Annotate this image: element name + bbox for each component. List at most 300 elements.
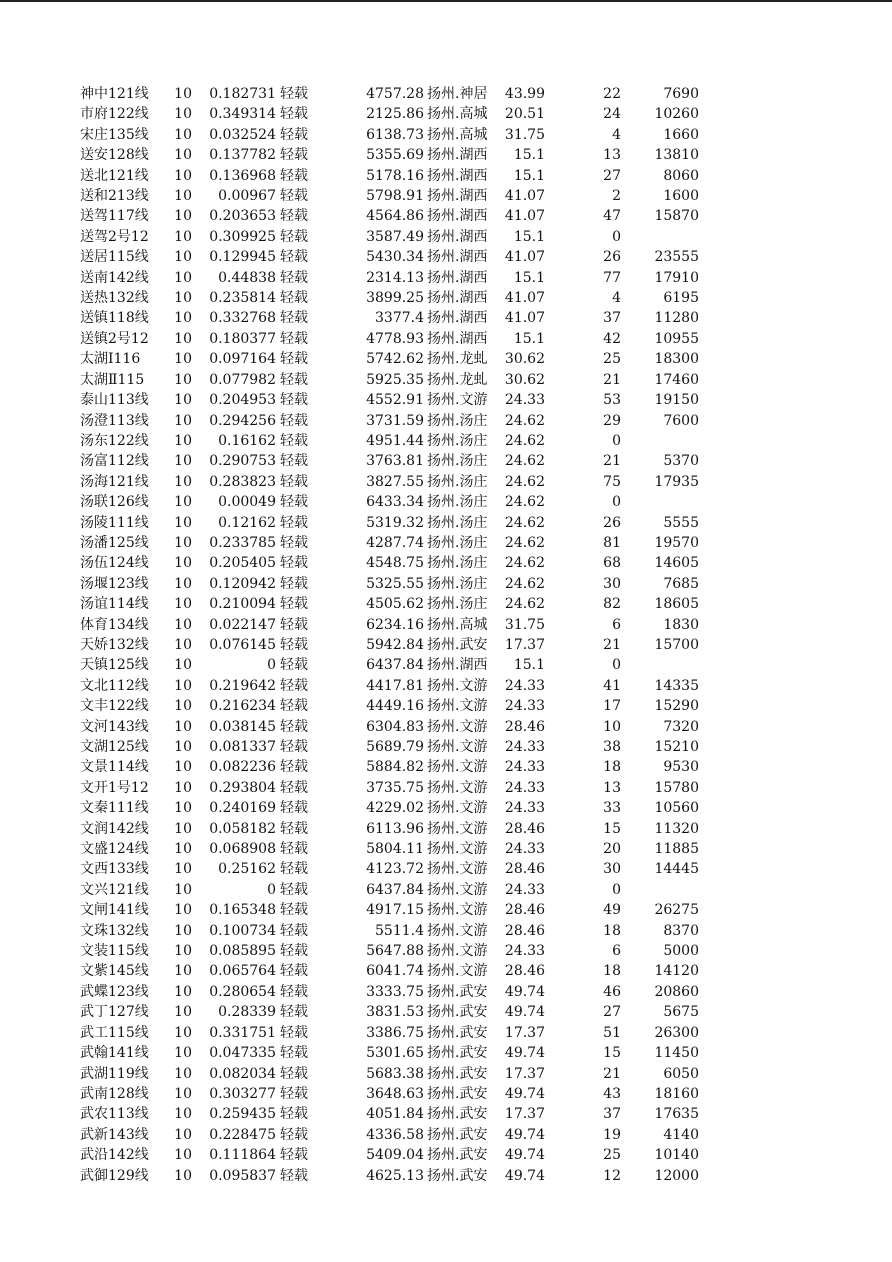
area-cell: 扬州.湖西 (427, 330, 488, 347)
load-ratio-cell: 0.065764 (209, 963, 276, 980)
load-ratio-cell: 0.25162 (218, 861, 276, 878)
value-cell: 6138.73 (366, 126, 424, 143)
load-ratio-cell: 0.00967 (218, 188, 276, 205)
load-status-cell: 轻载 (280, 208, 308, 225)
line-name-cell: 武蝶123线 (80, 983, 149, 1000)
load-ratio-cell: 0.44838 (218, 269, 276, 286)
voltage-cell: 10 (174, 371, 192, 388)
line-name-cell: 送镇2号12 (80, 330, 149, 347)
value-cell: 4548.75 (366, 555, 424, 572)
table-row (80, 206, 699, 226)
area-cell: 扬州.高城 (427, 106, 488, 123)
load-ratio-cell: 0.182731 (209, 86, 276, 102)
voltage-cell: 10 (174, 963, 192, 980)
line-name-cell: 武湖119线 (80, 1065, 149, 1082)
table-row (80, 1125, 699, 1145)
load-status-cell: 轻载 (280, 943, 308, 960)
table-row (80, 451, 699, 471)
line-name-cell: 文丰122线 (80, 698, 149, 715)
load-ratio-cell: 0.290753 (209, 453, 276, 470)
area-cell: 扬州.文游 (427, 881, 488, 898)
line-name-cell: 太湖Ⅱ115 (80, 371, 145, 388)
line-name-cell: 天镇125线 (80, 657, 149, 674)
load-ratio-cell: 0.129945 (209, 249, 276, 266)
count-cell: 22 (603, 86, 621, 102)
area-cell: 扬州.汤庄 (427, 514, 488, 531)
table-row (80, 227, 699, 247)
load-status-cell: 轻载 (280, 534, 308, 551)
count-cell: 18 (603, 963, 621, 980)
line-name-cell: 神中121线 (80, 86, 149, 102)
table-row (80, 308, 699, 328)
voltage-cell: 10 (174, 759, 192, 776)
distance-cell: 17.37 (504, 636, 545, 653)
distance-cell: 24.62 (504, 514, 545, 531)
count-cell: 77 (603, 269, 621, 286)
table-row (80, 635, 699, 655)
line-name-cell: 武翰141线 (80, 1045, 149, 1062)
value-cell: 5942.84 (366, 636, 424, 653)
load-status-cell: 轻载 (280, 147, 308, 164)
voltage-cell: 10 (174, 881, 192, 898)
load-status-cell: 轻载 (280, 126, 308, 143)
value-cell: 5325.55 (366, 575, 424, 592)
value-cell: 4051.84 (366, 1106, 424, 1123)
voltage-cell: 10 (174, 1126, 192, 1143)
line-name-cell: 体育134线 (80, 616, 149, 633)
load-ratio-cell: 0.216234 (209, 698, 276, 715)
count-cell: 2 (612, 188, 621, 205)
count-cell: 4 (612, 290, 621, 307)
count-cell: 49 (603, 902, 621, 919)
table-row (80, 594, 699, 614)
capacity-cell: 6050 (663, 1065, 699, 1082)
distance-cell: 17.37 (504, 1106, 545, 1123)
value-cell: 6113.96 (366, 820, 424, 837)
value-cell: 5884.82 (366, 759, 424, 776)
voltage-cell: 10 (174, 1106, 192, 1123)
voltage-cell: 10 (174, 943, 192, 960)
load-status-cell: 轻载 (280, 718, 308, 735)
area-cell: 扬州.武安 (427, 636, 488, 653)
load-ratio-cell: 0.022147 (209, 616, 276, 633)
load-status-cell: 轻载 (280, 902, 308, 919)
count-cell: 6 (612, 943, 621, 960)
line-name-cell: 汤联126线 (80, 494, 149, 511)
count-cell: 15 (603, 820, 621, 837)
capacity-cell: 11280 (654, 310, 699, 327)
count-cell: 15 (603, 1045, 621, 1062)
capacity-cell: 26275 (654, 902, 699, 919)
table-row (80, 513, 699, 533)
area-cell: 扬州.湖西 (427, 249, 488, 266)
line-name-cell: 武沿142线 (80, 1147, 149, 1164)
table-row (80, 900, 699, 920)
value-cell: 5178.16 (366, 167, 424, 184)
load-status-cell: 轻载 (280, 1004, 308, 1021)
capacity-cell: 15290 (654, 698, 699, 715)
table-row (80, 921, 699, 941)
load-status-cell: 轻载 (280, 106, 308, 123)
capacity-cell: 14120 (654, 963, 699, 980)
area-cell: 扬州.汤庄 (427, 473, 488, 490)
load-ratio-cell: 0.095837 (209, 1167, 276, 1184)
area-cell: 扬州.汤庄 (427, 575, 488, 592)
load-status-cell: 轻载 (280, 371, 308, 388)
line-name-cell: 文闸141线 (80, 902, 149, 919)
capacity-cell: 15210 (654, 739, 699, 755)
table-row (80, 1002, 699, 1022)
voltage-cell: 10 (174, 1167, 192, 1184)
capacity-cell: 6195 (663, 290, 699, 307)
capacity-cell: 11450 (654, 1045, 699, 1062)
load-ratio-cell: 0.240169 (209, 800, 276, 817)
value-cell: 2314.13 (366, 269, 424, 286)
line-name-cell: 宋庄135线 (80, 126, 149, 143)
line-name-cell: 送驾117线 (80, 208, 149, 225)
area-cell: 扬州.汤庄 (427, 555, 488, 572)
distance-cell: 24.62 (504, 412, 545, 429)
count-cell: 13 (603, 779, 621, 796)
load-ratio-cell: 0.165348 (209, 902, 276, 919)
distance-cell: 24.62 (504, 534, 545, 551)
voltage-cell: 10 (174, 514, 192, 531)
load-status-cell: 轻载 (280, 841, 308, 858)
table-row (80, 615, 699, 635)
voltage-cell: 10 (174, 188, 192, 205)
capacity-cell: 19150 (654, 392, 699, 409)
count-cell: 6 (612, 616, 621, 633)
value-cell: 6304.83 (366, 718, 424, 735)
capacity-cell: 15780 (654, 779, 699, 796)
distance-cell: 43.99 (504, 86, 545, 102)
load-ratio-cell: 0.210094 (209, 596, 276, 613)
voltage-cell: 10 (174, 1045, 192, 1062)
load-ratio-cell: 0.180377 (209, 330, 276, 347)
distance-cell: 24.33 (504, 392, 545, 409)
count-cell: 25 (603, 1147, 621, 1164)
capacity-cell: 20860 (654, 983, 699, 1000)
load-ratio-cell: 0.280654 (209, 983, 276, 1000)
line-name-cell: 武新143线 (80, 1126, 149, 1143)
value-cell: 3648.63 (366, 1085, 424, 1102)
voltage-cell: 10 (174, 453, 192, 470)
load-ratio-cell: 0.204953 (209, 392, 276, 409)
distance-cell: 24.62 (504, 596, 545, 613)
voltage-cell: 10 (174, 290, 192, 307)
load-status-cell: 轻载 (280, 575, 308, 592)
voltage-cell: 10 (174, 841, 192, 858)
area-cell: 扬州.文游 (427, 739, 488, 755)
value-cell: 3587.49 (366, 228, 424, 245)
line-name-cell: 送居115线 (80, 249, 149, 266)
distance-cell: 41.07 (504, 249, 545, 266)
value-cell: 4287.74 (366, 534, 424, 551)
load-status-cell: 轻载 (280, 1024, 308, 1041)
load-status-cell: 轻载 (280, 983, 308, 1000)
voltage-cell: 10 (174, 636, 192, 653)
table-row (80, 104, 699, 124)
distance-cell: 24.62 (504, 555, 545, 572)
count-cell: 21 (603, 371, 621, 388)
capacity-cell (621, 880, 699, 900)
line-name-cell: 送热132线 (80, 290, 149, 307)
distance-cell: 15.1 (513, 269, 545, 286)
area-cell: 扬州.湖西 (427, 228, 488, 245)
load-ratio-cell: 0.259435 (209, 1106, 276, 1123)
table-row (80, 411, 699, 431)
line-name-cell: 文珠132线 (80, 922, 149, 939)
value-cell: 6433.34 (366, 494, 424, 511)
line-name-cell: 武工115线 (80, 1024, 149, 1041)
table-row (80, 1145, 699, 1165)
count-cell: 0 (612, 432, 621, 449)
capacity-cell: 7690 (663, 86, 699, 102)
voltage-cell: 10 (174, 779, 192, 796)
value-cell: 6437.84 (366, 657, 424, 674)
table-row (80, 676, 699, 696)
value-cell: 5430.34 (366, 249, 424, 266)
load-ratio-cell: 0.303277 (209, 1085, 276, 1102)
capacity-cell: 14335 (654, 677, 699, 694)
capacity-cell: 18300 (654, 351, 699, 368)
distance-cell: 24.62 (504, 453, 545, 470)
value-cell: 3827.55 (366, 473, 424, 490)
value-cell: 5511.4 (375, 922, 424, 939)
capacity-cell: 10955 (654, 330, 699, 347)
line-name-cell: 文紫145线 (80, 963, 149, 980)
capacity-cell: 14605 (654, 555, 699, 572)
load-status-cell: 轻载 (280, 677, 308, 694)
area-cell: 扬州.文游 (427, 392, 488, 409)
line-name-cell: 文秦111线 (80, 800, 149, 817)
count-cell: 26 (603, 514, 621, 531)
area-cell: 扬州.龙虬 (427, 351, 488, 368)
value-cell: 3831.53 (366, 1004, 424, 1021)
area-cell: 扬州.武安 (427, 1024, 488, 1041)
capacity-cell: 17460 (654, 371, 699, 388)
area-cell: 扬州.文游 (427, 902, 488, 919)
count-cell: 29 (603, 412, 621, 429)
table-row (80, 819, 699, 839)
load-status-cell: 轻载 (280, 861, 308, 878)
load-ratio-cell: 0.294256 (209, 412, 276, 429)
table-row (80, 186, 699, 206)
load-ratio-cell: 0.16162 (218, 432, 276, 449)
value-cell: 3899.25 (366, 290, 424, 307)
value-cell: 5301.65 (366, 1045, 424, 1062)
distance-cell: 49.74 (504, 1126, 545, 1143)
table-row (80, 859, 699, 879)
capacity-cell: 15870 (654, 208, 699, 225)
distance-cell: 24.33 (504, 698, 545, 715)
table-row (80, 696, 699, 716)
load-ratio-cell: 0.219642 (209, 677, 276, 694)
distance-cell: 24.62 (504, 432, 545, 449)
distance-cell: 24.33 (504, 759, 545, 776)
table-row (80, 778, 699, 798)
load-status-cell: 轻载 (280, 616, 308, 633)
load-status-cell: 轻载 (280, 228, 308, 245)
value-cell: 3333.75 (366, 983, 424, 1000)
count-cell: 0 (612, 881, 621, 898)
count-cell: 24 (603, 106, 621, 123)
line-name-cell: 汤富112线 (80, 453, 149, 470)
voltage-cell: 10 (174, 208, 192, 225)
value-cell: 3735.75 (366, 779, 424, 796)
voltage-cell: 10 (174, 432, 192, 449)
load-ratio-cell: 0.038145 (209, 718, 276, 735)
capacity-cell: 10140 (654, 1147, 699, 1164)
line-name-cell: 文盛124线 (80, 841, 149, 858)
load-ratio-cell: 0.100734 (209, 922, 276, 939)
line-name-cell: 文景114线 (80, 759, 149, 776)
voltage-cell: 10 (174, 1085, 192, 1102)
area-cell: 扬州.文游 (427, 698, 488, 715)
count-cell: 0 (612, 494, 621, 511)
load-ratio-cell: 0.00049 (218, 494, 276, 511)
line-name-cell: 武南128线 (80, 1085, 149, 1102)
voltage-cell: 10 (174, 1004, 192, 1021)
count-cell: 21 (603, 636, 621, 653)
line-name-cell: 送安128线 (80, 147, 149, 164)
area-cell: 扬州.文游 (427, 922, 488, 939)
voltage-cell: 10 (174, 106, 192, 123)
line-name-cell: 汤伍124线 (80, 555, 149, 572)
load-ratio-cell: 0.136968 (209, 167, 276, 184)
load-ratio-cell: 0.293804 (209, 779, 276, 796)
capacity-cell: 8060 (663, 167, 699, 184)
value-cell: 6041.74 (366, 963, 424, 980)
distance-cell: 28.46 (504, 718, 545, 735)
line-name-cell: 送镇118线 (80, 310, 149, 327)
load-ratio-cell: 0.331751 (209, 1024, 276, 1041)
voltage-cell: 10 (174, 1024, 192, 1041)
value-cell: 4417.81 (366, 677, 424, 694)
load-status-cell: 轻载 (280, 1085, 308, 1102)
voltage-cell: 10 (174, 473, 192, 490)
distance-cell: 41.07 (504, 290, 545, 307)
distance-cell: 15.1 (513, 167, 545, 184)
table-row (80, 472, 699, 492)
area-cell: 扬州.湖西 (427, 290, 488, 307)
table-row (80, 268, 699, 288)
value-cell: 3731.59 (366, 412, 424, 429)
distance-cell: 28.46 (504, 820, 545, 837)
load-ratio-cell: 0.111864 (209, 1147, 276, 1164)
line-name-cell: 文河143线 (80, 718, 149, 735)
voltage-cell: 10 (174, 596, 192, 613)
count-cell: 4 (612, 126, 621, 143)
load-status-cell: 轻载 (280, 494, 308, 511)
distance-cell: 49.74 (504, 983, 545, 1000)
voltage-cell: 10 (174, 412, 192, 429)
load-status-cell: 轻载 (280, 1147, 308, 1164)
area-cell: 扬州.汤庄 (427, 494, 488, 511)
value-cell: 4917.15 (366, 902, 424, 919)
table-row (80, 798, 699, 818)
value-cell: 3377.4 (375, 310, 424, 327)
distance-cell: 41.07 (504, 208, 545, 225)
load-status-cell: 轻载 (280, 800, 308, 817)
count-cell: 41 (603, 677, 621, 694)
area-cell: 扬州.文游 (427, 943, 488, 960)
value-cell: 4449.16 (366, 698, 424, 715)
load-status-cell: 轻载 (280, 1126, 308, 1143)
load-ratio-cell: 0.077982 (209, 371, 276, 388)
line-name-cell: 送南142线 (80, 269, 149, 286)
load-ratio-cell: 0.058182 (209, 820, 276, 837)
value-cell: 4505.62 (366, 596, 424, 613)
load-ratio-cell: 0.120942 (209, 575, 276, 592)
value-cell: 4552.91 (366, 392, 424, 409)
capacity-cell (621, 431, 699, 451)
value-cell: 4625.13 (366, 1167, 424, 1184)
area-cell: 扬州.文游 (427, 718, 488, 735)
voltage-cell: 10 (174, 228, 192, 245)
table-row (80, 737, 699, 757)
distance-cell: 15.1 (513, 228, 545, 245)
capacity-cell (621, 655, 699, 675)
table-row (80, 1043, 699, 1063)
table-row (80, 370, 699, 390)
line-name-cell: 泰山113线 (80, 392, 149, 409)
load-ratio-cell: 0 (267, 881, 276, 898)
load-status-cell: 轻载 (280, 432, 308, 449)
value-cell: 6437.84 (366, 881, 424, 898)
count-cell: 37 (603, 1106, 621, 1123)
load-ratio-cell: 0.332768 (209, 310, 276, 327)
area-cell: 扬州.龙虬 (427, 371, 488, 388)
capacity-cell: 17935 (654, 473, 699, 490)
count-cell: 33 (603, 800, 621, 817)
load-status-cell: 轻载 (280, 351, 308, 368)
voltage-cell: 10 (174, 1065, 192, 1082)
voltage-cell: 10 (174, 575, 192, 592)
distance-cell: 41.07 (504, 310, 545, 327)
area-cell: 扬州.武安 (427, 1126, 488, 1143)
area-cell: 扬州.文游 (427, 963, 488, 980)
line-name-cell: 文湖125线 (80, 739, 149, 755)
table-row (80, 431, 699, 451)
area-cell: 扬州.汤庄 (427, 534, 488, 551)
count-cell: 46 (603, 983, 621, 1000)
capacity-cell: 11885 (654, 841, 699, 858)
voltage-cell: 10 (174, 657, 192, 674)
load-ratio-cell: 0.233785 (209, 534, 276, 551)
load-status-cell: 轻载 (280, 739, 308, 755)
load-status-cell: 轻载 (280, 555, 308, 572)
count-cell: 82 (603, 596, 621, 613)
area-cell: 扬州.文游 (427, 677, 488, 694)
voltage-cell: 10 (174, 330, 192, 347)
value-cell: 4564.86 (366, 208, 424, 225)
distance-cell: 15.1 (513, 147, 545, 164)
table-row (80, 961, 699, 981)
value-cell: 5355.69 (366, 147, 424, 164)
value-cell: 5409.04 (366, 1147, 424, 1164)
capacity-cell: 17635 (654, 1106, 699, 1123)
value-cell: 3386.75 (366, 1024, 424, 1041)
value-cell: 5683.38 (366, 1065, 424, 1082)
load-ratio-cell: 0.081337 (209, 739, 276, 755)
value-cell: 4229.02 (366, 800, 424, 817)
value-cell: 5319.32 (366, 514, 424, 531)
capacity-cell: 8370 (663, 922, 699, 939)
voltage-cell: 10 (174, 616, 192, 633)
load-status-cell: 轻载 (280, 922, 308, 939)
area-cell: 扬州.湖西 (427, 269, 488, 286)
